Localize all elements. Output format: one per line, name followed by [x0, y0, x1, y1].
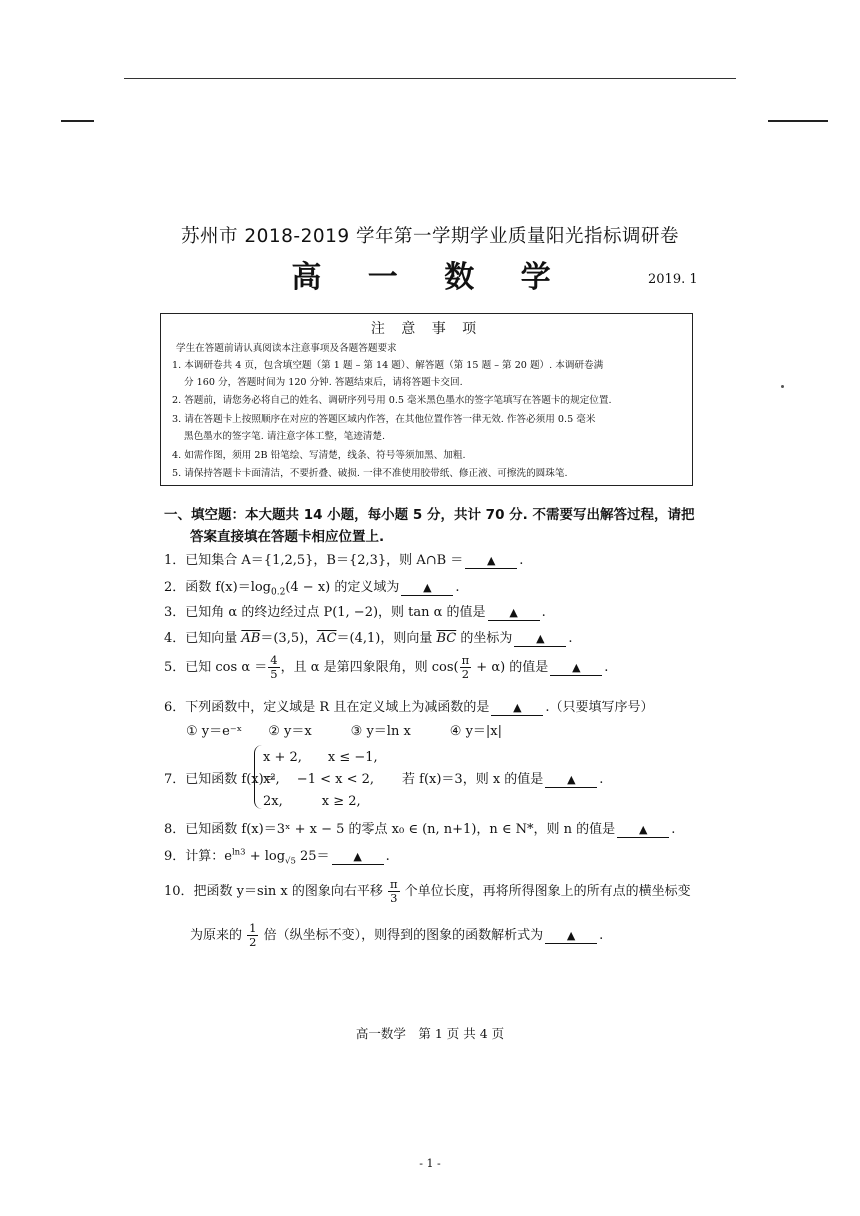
piecewise-brace — [254, 745, 263, 809]
page-number: - 1 - — [419, 1157, 441, 1170]
question-7-text-b: 若 f(x)＝3，则 x 的值是 — [402, 772, 544, 787]
fraction-denominator: 2 — [249, 935, 257, 949]
question-10-text-c: 为原来的 — [190, 928, 247, 943]
question-10-end: . — [599, 928, 604, 943]
fraction-1-2 — [247, 922, 258, 949]
exponent: ln3 — [231, 847, 246, 858]
exam-date: 2019. 1 — [648, 272, 698, 287]
notice-line: 学生在答题前请认真阅读本注意事项及各题答题要求 — [176, 343, 397, 354]
question-2-end: . — [455, 580, 460, 595]
question-10-text-d: 倍（纵坐标不变），则得到的图象的函数解析式为 — [259, 928, 544, 943]
answer-blank: ▲ — [514, 632, 566, 647]
section-heading: 一、填空题：本大题共 14 小题，每小题 5 分，共计 70 分. 不需要写出解答过程，请把 — [164, 507, 695, 523]
question-3 — [164, 601, 546, 621]
question-4-end: . — [568, 631, 573, 646]
question-5-end: . — [604, 660, 609, 675]
question-7-text: 7．已知函数 f(x)＝ — [164, 772, 277, 787]
vector-ac: $\overline{AC}$ — [317, 631, 337, 646]
question-1-text: 1．已知集合 A＝{1,2,5}，B＝{2,3}，则 A∩B ＝ — [164, 553, 464, 568]
piecewise-case-2: x², −1 < x < 2, — [263, 772, 375, 787]
section-heading-cont: 答案直接填在答题卡相应位置上. — [190, 529, 385, 545]
question-2-text: 2．函数 f(x)＝log — [164, 580, 271, 595]
notice-heading: 注 意 事 项 — [370, 321, 483, 337]
fraction-denominator: 3 — [390, 891, 398, 905]
question-4-text-d: 的坐标为 — [456, 631, 513, 646]
question-9-text-b: + log — [245, 849, 286, 864]
question-6 — [164, 696, 653, 716]
answer-blank: ▲ — [465, 554, 517, 569]
log-base: 0.2 — [271, 587, 286, 598]
piecewise-case-1: x + 2, x ≤ −1, — [263, 750, 378, 765]
answer-blank: ▲ — [491, 701, 543, 716]
answer-blank: ▲ — [545, 929, 597, 944]
question-3-end: . — [541, 605, 546, 620]
answer-blank: ▲ — [332, 850, 384, 865]
question-2-text-b: (4 − x) 的定义域为 — [285, 580, 400, 595]
margin-mark-right — [768, 120, 828, 122]
answer-blank: ▲ — [545, 773, 597, 788]
question-7-end: . — [599, 772, 604, 787]
question-6-end: .（只要填写序号） — [545, 700, 654, 715]
question-1-end: . — [519, 553, 524, 568]
question-9 — [164, 845, 390, 867]
subject-title: 高 一 数 学 — [291, 260, 569, 295]
question-6-options: ① y＝e⁻ˣ ② y＝x ③ y＝ln x ④ y＝|x| — [186, 724, 503, 739]
question-4-text-b: ＝(3,5)， — [260, 631, 318, 646]
margin-mark-left — [61, 120, 94, 122]
fraction-denominator: 5 — [270, 667, 278, 681]
answer-blank: ▲ — [488, 606, 540, 621]
scan-speck — [781, 385, 784, 388]
question-10-text-b: 个单位长度，再将所得图象上的所有点的横坐标变 — [400, 884, 691, 899]
fraction-pi-3 — [388, 878, 400, 905]
vector-ab: $\overline{AB}$ — [241, 631, 261, 646]
question-9-text-c: 25＝ — [295, 849, 330, 864]
question-8 — [164, 818, 675, 838]
question-3-text: 3．已知角 α 的终边经过点 P(1, −2)，则 tan α 的值是 — [164, 605, 486, 620]
question-8-end: . — [671, 822, 676, 837]
question-4-text: 4．已知向量 — [164, 631, 242, 646]
question-9-text: 9．计算：e — [164, 849, 232, 864]
notice-line: 5. 请保持答题卡卡面清洁，不要折叠、破损. 一律不准使用胶带纸、修正液、可擦洗的圆珠笔. — [172, 468, 568, 479]
question-1 — [164, 549, 523, 569]
notice-line: 3. 请在答题卡上按照顺序在对应的答题区域内作答，在其他位置作答一律无效. 作答必须用 0.5 毫米 — [172, 414, 596, 425]
question-4 — [164, 627, 573, 647]
fraction-denominator: 2 — [461, 667, 470, 681]
question-5-text-b: ，且 α 是第四象限角，则 cos( — [280, 660, 459, 675]
fraction-pi-2 — [460, 654, 472, 681]
notice-line: 黑色墨水的签字笔. 请注意字体工整，笔迹清楚. — [184, 431, 386, 442]
log-base: √5 — [285, 856, 296, 867]
page-footer: 高一数学 第 1 页 共 4 页 — [355, 1026, 505, 1041]
question-10 — [164, 878, 691, 905]
question-10-text: 10．把函数 y＝sin x 的图象向右平移 — [164, 884, 387, 899]
vector-bc: $\overline{BC}$ — [436, 631, 457, 646]
question-2 — [164, 576, 460, 598]
question-5-text-c: + α) 的值是 — [472, 660, 549, 675]
notice-line: 4. 如需作图，须用 2B 铅笔绘、写清楚，线条、符号等须加黑、加粗. — [172, 450, 466, 461]
question-10-cont — [190, 922, 603, 949]
notice-line: 2. 答题前，请您务必将自己的姓名、调研序列号用 0.5 毫米黑色墨水的签字笔填写在答题卡的规定位置. — [172, 395, 612, 406]
question-5 — [164, 654, 608, 681]
question-4-text-c: ＝(4,1)，则向量 — [336, 631, 437, 646]
notice-line: 分 160 分，答题时间为 120 分钟. 答题结束后，请将答题卡交回. — [184, 377, 463, 388]
question-9-end: . — [385, 849, 390, 864]
question-8-text: 8．已知函数 f(x)＝3ˣ + x − 5 的零点 x₀ ∈ (n, n+1)，n ∈ N*，则 n 的值是 — [164, 822, 616, 837]
question-6-text: 6．下列函数中，定义域是 R 且在定义域上为减函数的是 — [164, 700, 490, 715]
answer-blank: ▲ — [550, 661, 602, 676]
exam-title: 苏州市 2018-2019 学年第一学期学业质量阳光指标调研卷 — [180, 226, 680, 247]
notice-line: 1. 本调研卷共 4 页，包含填空题（第 1 题 – 第 14 题）、解答题（第 15 题 – 第 20 题）. 本调研卷满 — [172, 360, 604, 371]
answer-blank: ▲ — [617, 823, 669, 838]
fraction-numerator: π — [461, 653, 470, 667]
piecewise-case-3: 2x, x ≥ 2, — [263, 794, 361, 809]
answer-blank: ▲ — [401, 581, 453, 596]
fraction-numerator: 4 — [270, 653, 278, 667]
question-5-text: 5．已知 cos α ＝ — [164, 660, 268, 675]
top-rule — [124, 78, 736, 79]
question-7-tail — [402, 768, 603, 788]
fraction-numerator: π — [389, 877, 398, 891]
fraction-numerator: 1 — [249, 921, 257, 935]
fraction-4-5 — [268, 654, 279, 681]
